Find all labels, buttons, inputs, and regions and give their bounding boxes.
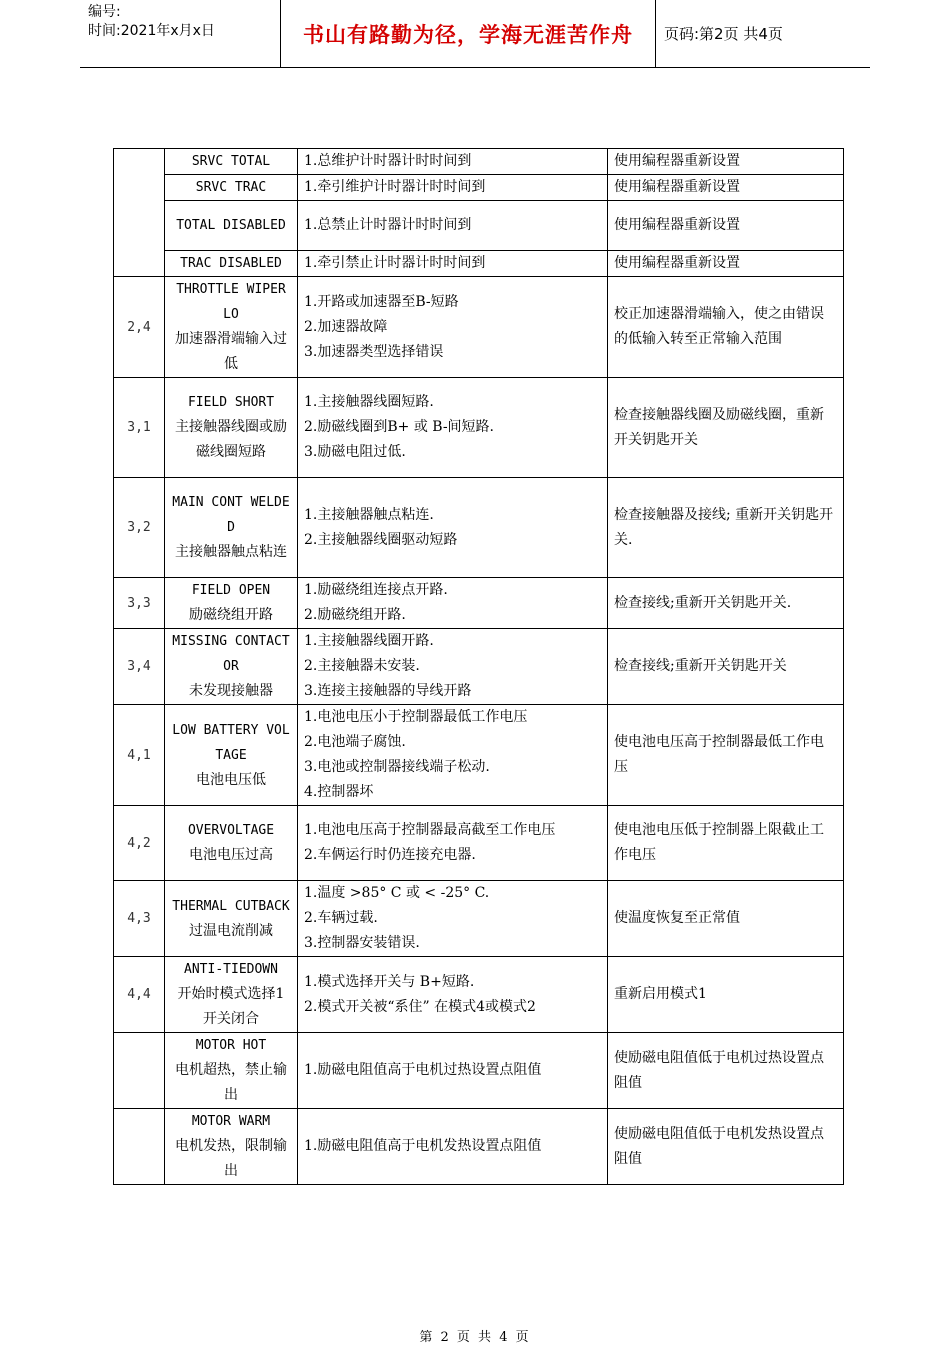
fault-cause-item: 1.开路或加速器至B-短路 xyxy=(304,293,459,310)
table-row xyxy=(114,277,844,378)
fault-cause-item: 1.电池电压高于控制器最高截至工作电压 xyxy=(304,822,556,838)
header-page-label: 页码:第2页 共4页 xyxy=(664,25,783,43)
fault-name-cell xyxy=(165,1033,298,1109)
fault-cause-cell xyxy=(298,1109,608,1185)
fault-cause-item: 1.励磁电阻值高于电机过热设置点阻值 xyxy=(304,1062,542,1078)
fault-code-cell xyxy=(114,1033,165,1109)
fault-name-cell xyxy=(165,705,298,806)
fault-name-english: TOTAL DISABLED xyxy=(176,218,286,233)
fault-name-english: FIELD OPEN xyxy=(191,583,271,598)
fault-table-body xyxy=(114,149,844,1185)
fault-name-chinese: 加速器滑端输入过低 xyxy=(175,331,287,372)
fault-cause-cell xyxy=(298,201,608,251)
fault-name-english: SRVC TOTAL xyxy=(191,154,271,169)
fault-cause-item: 2.加速器故障 xyxy=(304,318,388,335)
fault-cause-item: 1.主接触器线圈短路. xyxy=(304,394,434,410)
fault-name-chinese: 电机发热，限制输出 xyxy=(175,1138,287,1179)
fault-name-cell xyxy=(165,175,298,201)
fault-fix-cell: 使电池电压高于控制器最低工作电压 xyxy=(608,705,844,806)
fault-cause-item: 3.励磁电阻过低. xyxy=(304,444,406,460)
table-row xyxy=(114,201,844,251)
table-row xyxy=(114,378,844,478)
fault-name-cell xyxy=(165,1109,298,1185)
fault-cause-cell xyxy=(298,806,608,881)
fault-cause-cell xyxy=(298,1033,608,1109)
page-header xyxy=(80,0,870,68)
fault-cause-cell xyxy=(298,175,608,201)
fault-cause-item: 1.温度 >85° C 或 < -25° C. xyxy=(304,885,490,901)
fault-cause-item: 1.主接触器线圈开路. xyxy=(304,633,434,649)
fault-name-chinese: 电机超热，禁止输出 xyxy=(175,1062,287,1103)
fault-cause-cell xyxy=(298,957,608,1033)
table-row xyxy=(114,957,844,1033)
fault-name-cell xyxy=(165,629,298,705)
fault-fix-cell: 使用编程器重新设置 xyxy=(608,149,844,175)
fault-cause-item: 3.加速器类型选择错误 xyxy=(304,343,444,360)
fault-code-cell: 4,2 xyxy=(114,806,165,881)
fault-cause-item: 2.主接触器未安装. xyxy=(304,658,420,674)
fault-cause-item: 1.牵引维护计时器计时时间到 xyxy=(304,179,486,195)
fault-name-chinese: 励磁绕组开路 xyxy=(189,607,273,623)
fault-cause-item: 1.模式选择开关与 B+短路. xyxy=(304,973,475,990)
fault-cause-item: 3.连接主接触器的导线开路 xyxy=(304,683,472,699)
table-row xyxy=(114,578,844,629)
fault-name-english: THERMAL CUTBACK xyxy=(172,898,290,914)
fault-fix-cell: 检查接触器线圈及励磁线圈，重新开关钥匙开关 xyxy=(608,378,844,478)
fault-cause-item: 2.电池端子腐蚀. xyxy=(304,734,406,750)
fault-code-cell: 3,2 xyxy=(114,478,165,578)
fault-fix-cell: 使用编程器重新设置 xyxy=(608,175,844,201)
fault-fix-cell: 使励磁电阻值低于电机发热设置点阻值 xyxy=(608,1109,844,1185)
fault-cause-item: 1.牵引禁止计时器计时时间到 xyxy=(304,255,486,271)
table-row xyxy=(114,1033,844,1109)
fault-code-cell: 3,1 xyxy=(114,378,165,478)
fault-cause-cell xyxy=(298,705,608,806)
fault-name-cell xyxy=(165,251,298,277)
fault-fix-cell: 检查接线;重新开关钥匙开关 xyxy=(608,629,844,705)
fault-cause-item: 2.车俩运行时仍连接充电器. xyxy=(304,847,476,863)
fault-name-english: SRVC TRAC xyxy=(195,180,267,195)
fault-name-english: THROTTLE WIPER LO xyxy=(176,282,286,322)
fault-cause-cell xyxy=(298,629,608,705)
header-slogan: 书山有路勤为径，学海无涯苦作舟 xyxy=(281,0,656,67)
fault-fix-cell: 使用编程器重新设置 xyxy=(608,251,844,277)
fault-name-english: MOTOR HOT xyxy=(195,1038,267,1053)
fault-name-english: MISSING CONTACTOR xyxy=(172,634,290,674)
fault-fix-cell: 校正加速器滑端输入，使之由错误的低输入转至正常输入范围 xyxy=(608,277,844,378)
fault-cause-item: 2.励磁线圈到B+ 或 B-间短路. xyxy=(304,419,495,435)
table-row xyxy=(114,1109,844,1185)
fault-name-cell xyxy=(165,149,298,175)
fault-name-chinese: 主接触器触点粘连 xyxy=(175,544,287,560)
fault-cause-cell xyxy=(298,881,608,957)
fault-name-chinese: 电池电压低 xyxy=(196,771,266,788)
fault-name-english: LOW BATTERY VOLTAGE xyxy=(172,722,290,763)
fault-name-cell xyxy=(165,881,298,957)
fault-name-english: ANTI-TIEDOWN xyxy=(184,962,278,977)
page-footer: 第 2 页 共 4 页 xyxy=(419,1330,531,1345)
fault-cause-cell xyxy=(298,478,608,578)
fault-cause-item: 3.控制器安装错误. xyxy=(304,935,420,951)
fault-fix-cell: 检查接触器及接线; 重新开关钥匙开关. xyxy=(608,478,844,578)
fault-name-cell xyxy=(165,201,298,251)
fault-name-chinese: 电池电压过高 xyxy=(189,847,273,863)
fault-cause-cell xyxy=(298,277,608,378)
fault-cause-item: 1.总维护计时器计时时间到 xyxy=(304,153,472,169)
fault-code-cell xyxy=(114,149,165,277)
fault-code-cell: 3,3 xyxy=(114,578,165,629)
fault-cause-item: 1.励磁电阻值高于电机发热设置点阻值 xyxy=(304,1138,542,1154)
fault-name-cell xyxy=(165,578,298,629)
fault-cause-item: 3.电池或控制器接线端子松动. xyxy=(304,759,490,775)
fault-code-cell: 4,1 xyxy=(114,705,165,806)
fault-name-chinese: 开始时模式选择1开关闭合 xyxy=(177,986,285,1027)
table-row xyxy=(114,149,844,175)
fault-code-cell: 2,4 xyxy=(114,277,165,378)
table-row xyxy=(114,705,844,806)
fault-cause-item: 1.主接触器触点粘连. xyxy=(304,506,434,523)
document-number-label: 编号: xyxy=(88,4,121,20)
document-time-label: 时间:2021年x月x日 xyxy=(88,23,215,39)
fault-cause-item: 1.总禁止计时器计时时间到 xyxy=(304,217,472,233)
fault-cause-cell xyxy=(298,378,608,478)
fault-fix-cell: 使电池电压低于控制器上限截止工作电压 xyxy=(608,806,844,881)
fault-cause-item: 2.车辆过载. xyxy=(304,910,378,926)
table-row xyxy=(114,175,844,201)
fault-name-cell xyxy=(165,478,298,578)
table-row xyxy=(114,881,844,957)
fault-cause-item: 2.励磁绕组开路. xyxy=(304,607,406,623)
fault-name-chinese: 过温电流削减 xyxy=(189,922,273,939)
fault-name-chinese: 未发现接触器 xyxy=(189,683,273,699)
header-meta xyxy=(80,0,281,67)
fault-name-english: OVERVOLTAGE xyxy=(187,823,275,838)
table-row xyxy=(114,478,844,578)
fault-name-english: TRAC DISABLED xyxy=(180,256,282,271)
table-row xyxy=(114,629,844,705)
fault-code-cell xyxy=(114,1109,165,1185)
table-row xyxy=(114,251,844,277)
fault-name-cell xyxy=(165,806,298,881)
fault-name-english: MOTOR WARM xyxy=(191,1114,271,1129)
fault-cause-cell xyxy=(298,149,608,175)
fault-cause-item: 2.主接触器线圈驱动短路 xyxy=(304,531,458,548)
fault-fix-cell: 使用编程器重新设置 xyxy=(608,201,844,251)
fault-cause-cell xyxy=(298,578,608,629)
fault-cause-item: 1.励磁绕组连接点开路. xyxy=(304,582,448,598)
fault-code-cell: 4,4 xyxy=(114,957,165,1033)
fault-fix-cell: 检查接线;重新开关钥匙开关. xyxy=(608,578,844,629)
fault-cause-item: 1.电池电压小于控制器最低工作电压 xyxy=(304,709,528,725)
fault-name-english: FIELD SHORT xyxy=(187,395,275,410)
fault-code-table xyxy=(113,148,844,1185)
fault-cause-item: 4.控制器坏 xyxy=(304,784,374,800)
fault-name-cell xyxy=(165,957,298,1033)
fault-fix-cell: 重新启用模式1 xyxy=(608,957,844,1033)
fault-cause-item: 2.模式开关被“系住” 在模式4或模式2 xyxy=(304,998,536,1015)
fault-name-english: MAIN CONT WELDED xyxy=(172,495,290,535)
fault-name-cell xyxy=(165,277,298,378)
fault-fix-cell: 使温度恢复至正常值 xyxy=(608,881,844,957)
fault-code-cell: 3,4 xyxy=(114,629,165,705)
table-row xyxy=(114,806,844,881)
fault-name-cell xyxy=(165,378,298,478)
fault-cause-cell xyxy=(298,251,608,277)
fault-name-chinese: 主接触器线圈或励磁线圈短路 xyxy=(175,419,287,460)
fault-code-cell: 4,3 xyxy=(114,881,165,957)
fault-fix-cell: 使励磁电阻值低于电机过热设置点阻值 xyxy=(608,1033,844,1109)
